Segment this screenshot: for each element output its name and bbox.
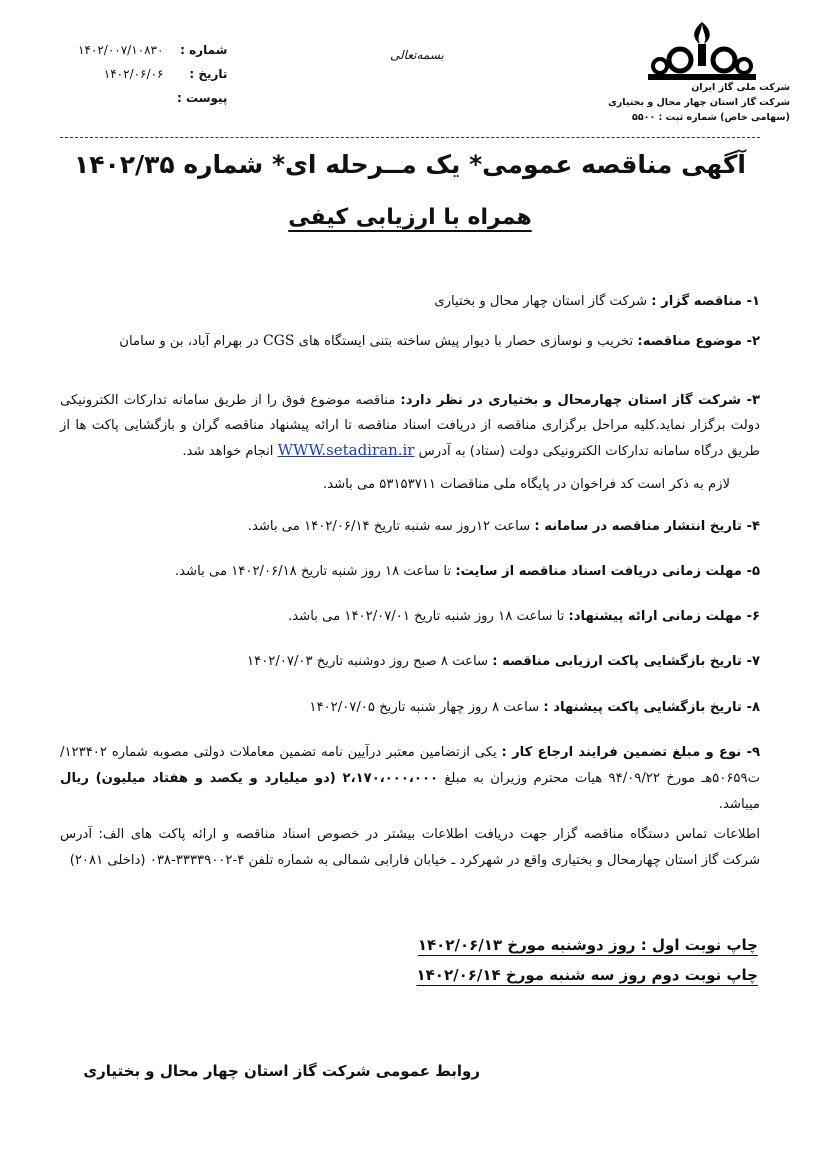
second-print-date: چاپ نوبت دوم روز سه شنبه مورخ ۱۴۰۲/۰۶/۱۴ xyxy=(416,966,758,984)
item-9 xyxy=(60,740,760,818)
item-8 xyxy=(60,696,760,720)
header-divider xyxy=(60,137,760,138)
item-6-text: تا ساعت ۱۸ روز شنبه تاریخ ۱۴۰۲/۰۷/۰۱ می باشد. xyxy=(288,609,569,624)
item-1 xyxy=(60,290,760,314)
item-2-label: ۲- موضوع مناقصه: xyxy=(637,334,760,349)
item-4-text: ساعت ۱۲روز سه شنبه تاریخ ۱۴۰۲/۰۶/۱۴ می باشد. xyxy=(247,519,535,534)
item-3-note: لازم به ذکر است کد فراخوان در پایگاه ملی مناقصات ۵۳۱۵۳۷۱۱ می باشد. xyxy=(323,477,730,492)
item-6-label: ۶- مهلت زمانی ارائه پیشنهاد: xyxy=(568,609,760,624)
flame-emblem-icon xyxy=(642,18,762,82)
date-row xyxy=(78,62,227,86)
letter-meta xyxy=(78,38,227,110)
item-3 xyxy=(60,388,760,464)
item-4-label: ۴- تاریخ انتشار مناقصه در سامانه : xyxy=(534,519,760,534)
registration-number: (سهامی خاص) شماره ثبت : ۵۵۰۰ xyxy=(632,112,790,123)
org-name: شرکت ملی گاز ایران xyxy=(691,82,790,93)
item-8-label: ۸- تاریخ بازگشایی پاکت پیشنهاد : xyxy=(543,700,760,715)
number-value: ۱۴۰۲/۰۰۷/۱۰۸۳۰ xyxy=(78,43,164,57)
item-3-text-b: انجام خواهد شد. xyxy=(182,444,278,459)
item-2 xyxy=(60,328,760,355)
item-9-label: ۹- نوع و مبلغ تضمین فرایند ارجاع کار : xyxy=(501,745,760,760)
attachment-label: پیوست : xyxy=(177,91,228,105)
date-label: تاریخ : xyxy=(189,67,228,81)
number-row xyxy=(78,38,227,62)
item-5-label: ۵- مهلت زمانی دریافت اسناد مناقصه از سایت: xyxy=(455,564,760,579)
public-relations-signature: روابط عمومی شرکت گاز استان چهار محال و بختیاری xyxy=(83,1062,480,1080)
org-header xyxy=(600,80,790,125)
date-value: ۱۴۰۲/۰۶/۰۶ xyxy=(103,67,164,81)
page-subtitle xyxy=(0,205,820,230)
item-4 xyxy=(60,515,760,539)
first-print-date: چاپ نوبت اول : روز دوشنبه مورخ ۱۴۰۲/۰۶/۱۳ xyxy=(417,936,758,954)
item-2-text-b: در بهرام آباد، بن و سامان xyxy=(119,334,263,349)
basmala: بسمه‌تعالی xyxy=(390,48,444,62)
subsidiary-name: شرکت گاز استان چهار محال و بختیاری xyxy=(608,97,790,108)
attachment-row xyxy=(78,86,227,110)
page-title: آگهی مناقصه عمومی* یک مــرحله ای* شماره ۱۴۰۲/۳۵ xyxy=(73,150,747,179)
item-7 xyxy=(60,650,760,674)
setadiran-link[interactable]: WWW.setadiran.ir xyxy=(277,441,415,459)
item-9-text-a: یکی ازتضامین معتبر درآیین نامه تضمین معاملات دولتی مصوبه شماره ۱۲۳۴۰۲/ت۵۰۶۵۹هـ مورخ ۹۴/۰۹/۲۲ هیات محترم وزیران به مبلغ xyxy=(60,745,760,786)
item-1-text: شرکت گاز استان چهار محال و بختیاری xyxy=(434,294,652,309)
item-2-cgs: CGS xyxy=(262,333,295,349)
item-5-text: تا ساعت ۱۸ روز شنبه تاریخ ۱۴۰۲/۰۶/۱۸ می باشد. xyxy=(174,564,456,579)
item-5 xyxy=(60,560,760,584)
contact-info: اطلاعات تماس دستگاه مناقصه گزار جهت دریافت اطلاعات بیشتر در خصوص اسناد مناقصه و ارائه پاکت های الف: آدرس شرکت گاز استان چهارمحال و بختیاری واقع در شهرکرد ـ خیابان فارابی شمالی به شماره تلفن ۴-۳۳۳۳۹۰۰۲-۰۳۸ (داخلی ۲۰۸۱) xyxy=(60,827,760,868)
item-3-label: ۳- شرکت گاز استان چهارمحال و بختیاری در نظر دارد: xyxy=(400,393,760,408)
item-8-text: ساعت ۸ روز چهار شنبه تاریخ ۱۴۰۲/۰۷/۰۵ xyxy=(309,700,544,715)
item-9-text-b: میباشد. xyxy=(718,797,760,812)
item-3-text-a: مناقصه موضوع فوق را از طریق سامانه تدارکات الکترونیکی دولت برگزار نماید.کلیه مراحل برگزاری مناقصه از دریافت اسناد مناقصه تا ارائه پیشنهاد مناقصه گران و بازگشایی پاکت ها از طریق درگاه سامانه تدارکات الکترونیکی دولت (ستاد) به آدرس xyxy=(60,393,760,459)
item-2-text-a: تخریب و نوسازی حصار با دیوار پیش ساخته بتنی ایستگاه های xyxy=(294,334,638,349)
item-1-label: ۱- مناقصه گزار : xyxy=(651,294,760,309)
item-6 xyxy=(60,605,760,629)
nigc-logo xyxy=(642,18,762,82)
item-9-amount: ۲،۱۷۰،۰۰۰،۰۰۰ (دو میلیارد و یکصد و هفتاد میلیون) ریال xyxy=(60,771,439,786)
number-label: شماره : xyxy=(180,43,228,57)
item-7-label: ۷- تاریخ بازگشایی پاکت ارزیابی مناقصه : xyxy=(492,654,760,669)
subtitle-text: همراه با ارزیابی کیفی xyxy=(288,205,532,230)
item-7-text: ساعت ۸ صبح روز دوشنبه تاریخ ۱۴۰۲/۰۷/۰۳ xyxy=(247,654,493,669)
